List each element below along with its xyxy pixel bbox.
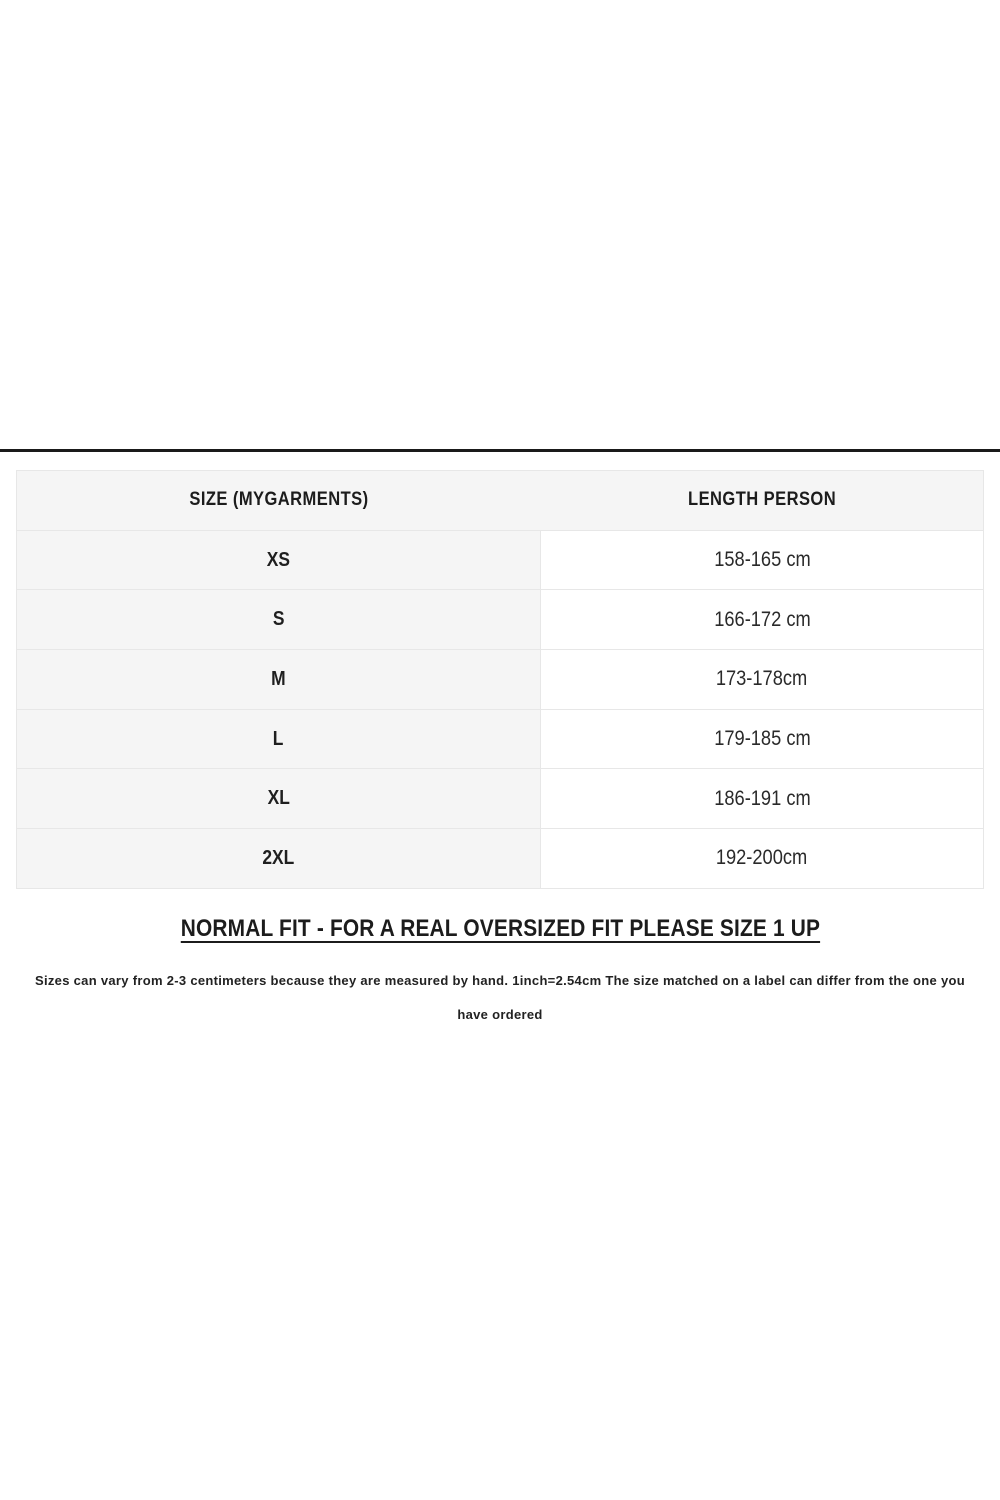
size-cell: [17, 531, 541, 590]
length-cell: [541, 769, 983, 828]
table-row: [17, 650, 983, 710]
length-value: 179-185 cm: [713, 727, 811, 751]
length-value: 192-200cm: [716, 846, 808, 870]
size-value: XL: [267, 787, 290, 810]
size-chart-table: [16, 470, 984, 889]
length-cell: [541, 710, 983, 769]
size-cell: [17, 829, 541, 888]
length-cell: [541, 829, 983, 888]
fit-note-text: NORMAL FIT - FOR A REAL OVERSIZED FIT PLEASE SIZE 1 UP: [180, 914, 820, 942]
size-cell: [17, 650, 541, 709]
table-header-row: [17, 471, 983, 531]
section-divider-line: [0, 449, 1000, 452]
length-value: 173-178cm: [716, 667, 808, 691]
length-cell: [541, 590, 983, 649]
size-value: 2XL: [262, 846, 295, 869]
length-cell: [541, 531, 983, 590]
table-row: [17, 769, 983, 829]
table-row: [17, 710, 983, 770]
measurement-disclaimer: Sizes can vary from 2-3 centimeters because they are measured by hand. 1inch=2.54cm The size matched on a label can differ from the one you have ordered: [35, 972, 965, 1022]
length-cell: [541, 650, 983, 709]
size-cell: [17, 769, 541, 828]
column-header-size: [17, 471, 541, 530]
column-header-length: [541, 471, 983, 530]
table-row: [17, 590, 983, 650]
length-value: 166-172 cm: [713, 607, 811, 631]
length-value: 158-165 cm: [713, 548, 811, 572]
fit-note-heading: [0, 915, 1000, 943]
column-header-length-label: LENGTH PERSON: [687, 489, 837, 511]
column-header-size-label: SIZE (MYGARMENTS): [189, 489, 369, 511]
size-value: S: [272, 608, 285, 631]
size-cell: [17, 710, 541, 769]
size-value: L: [273, 727, 284, 750]
table-row: [17, 531, 983, 591]
table-row: [17, 829, 983, 888]
size-chart-section: [0, 470, 1000, 1032]
size-cell: [17, 590, 541, 649]
length-value: 186-191 cm: [713, 786, 811, 810]
size-value: XS: [266, 548, 291, 571]
size-value: M: [271, 667, 286, 690]
